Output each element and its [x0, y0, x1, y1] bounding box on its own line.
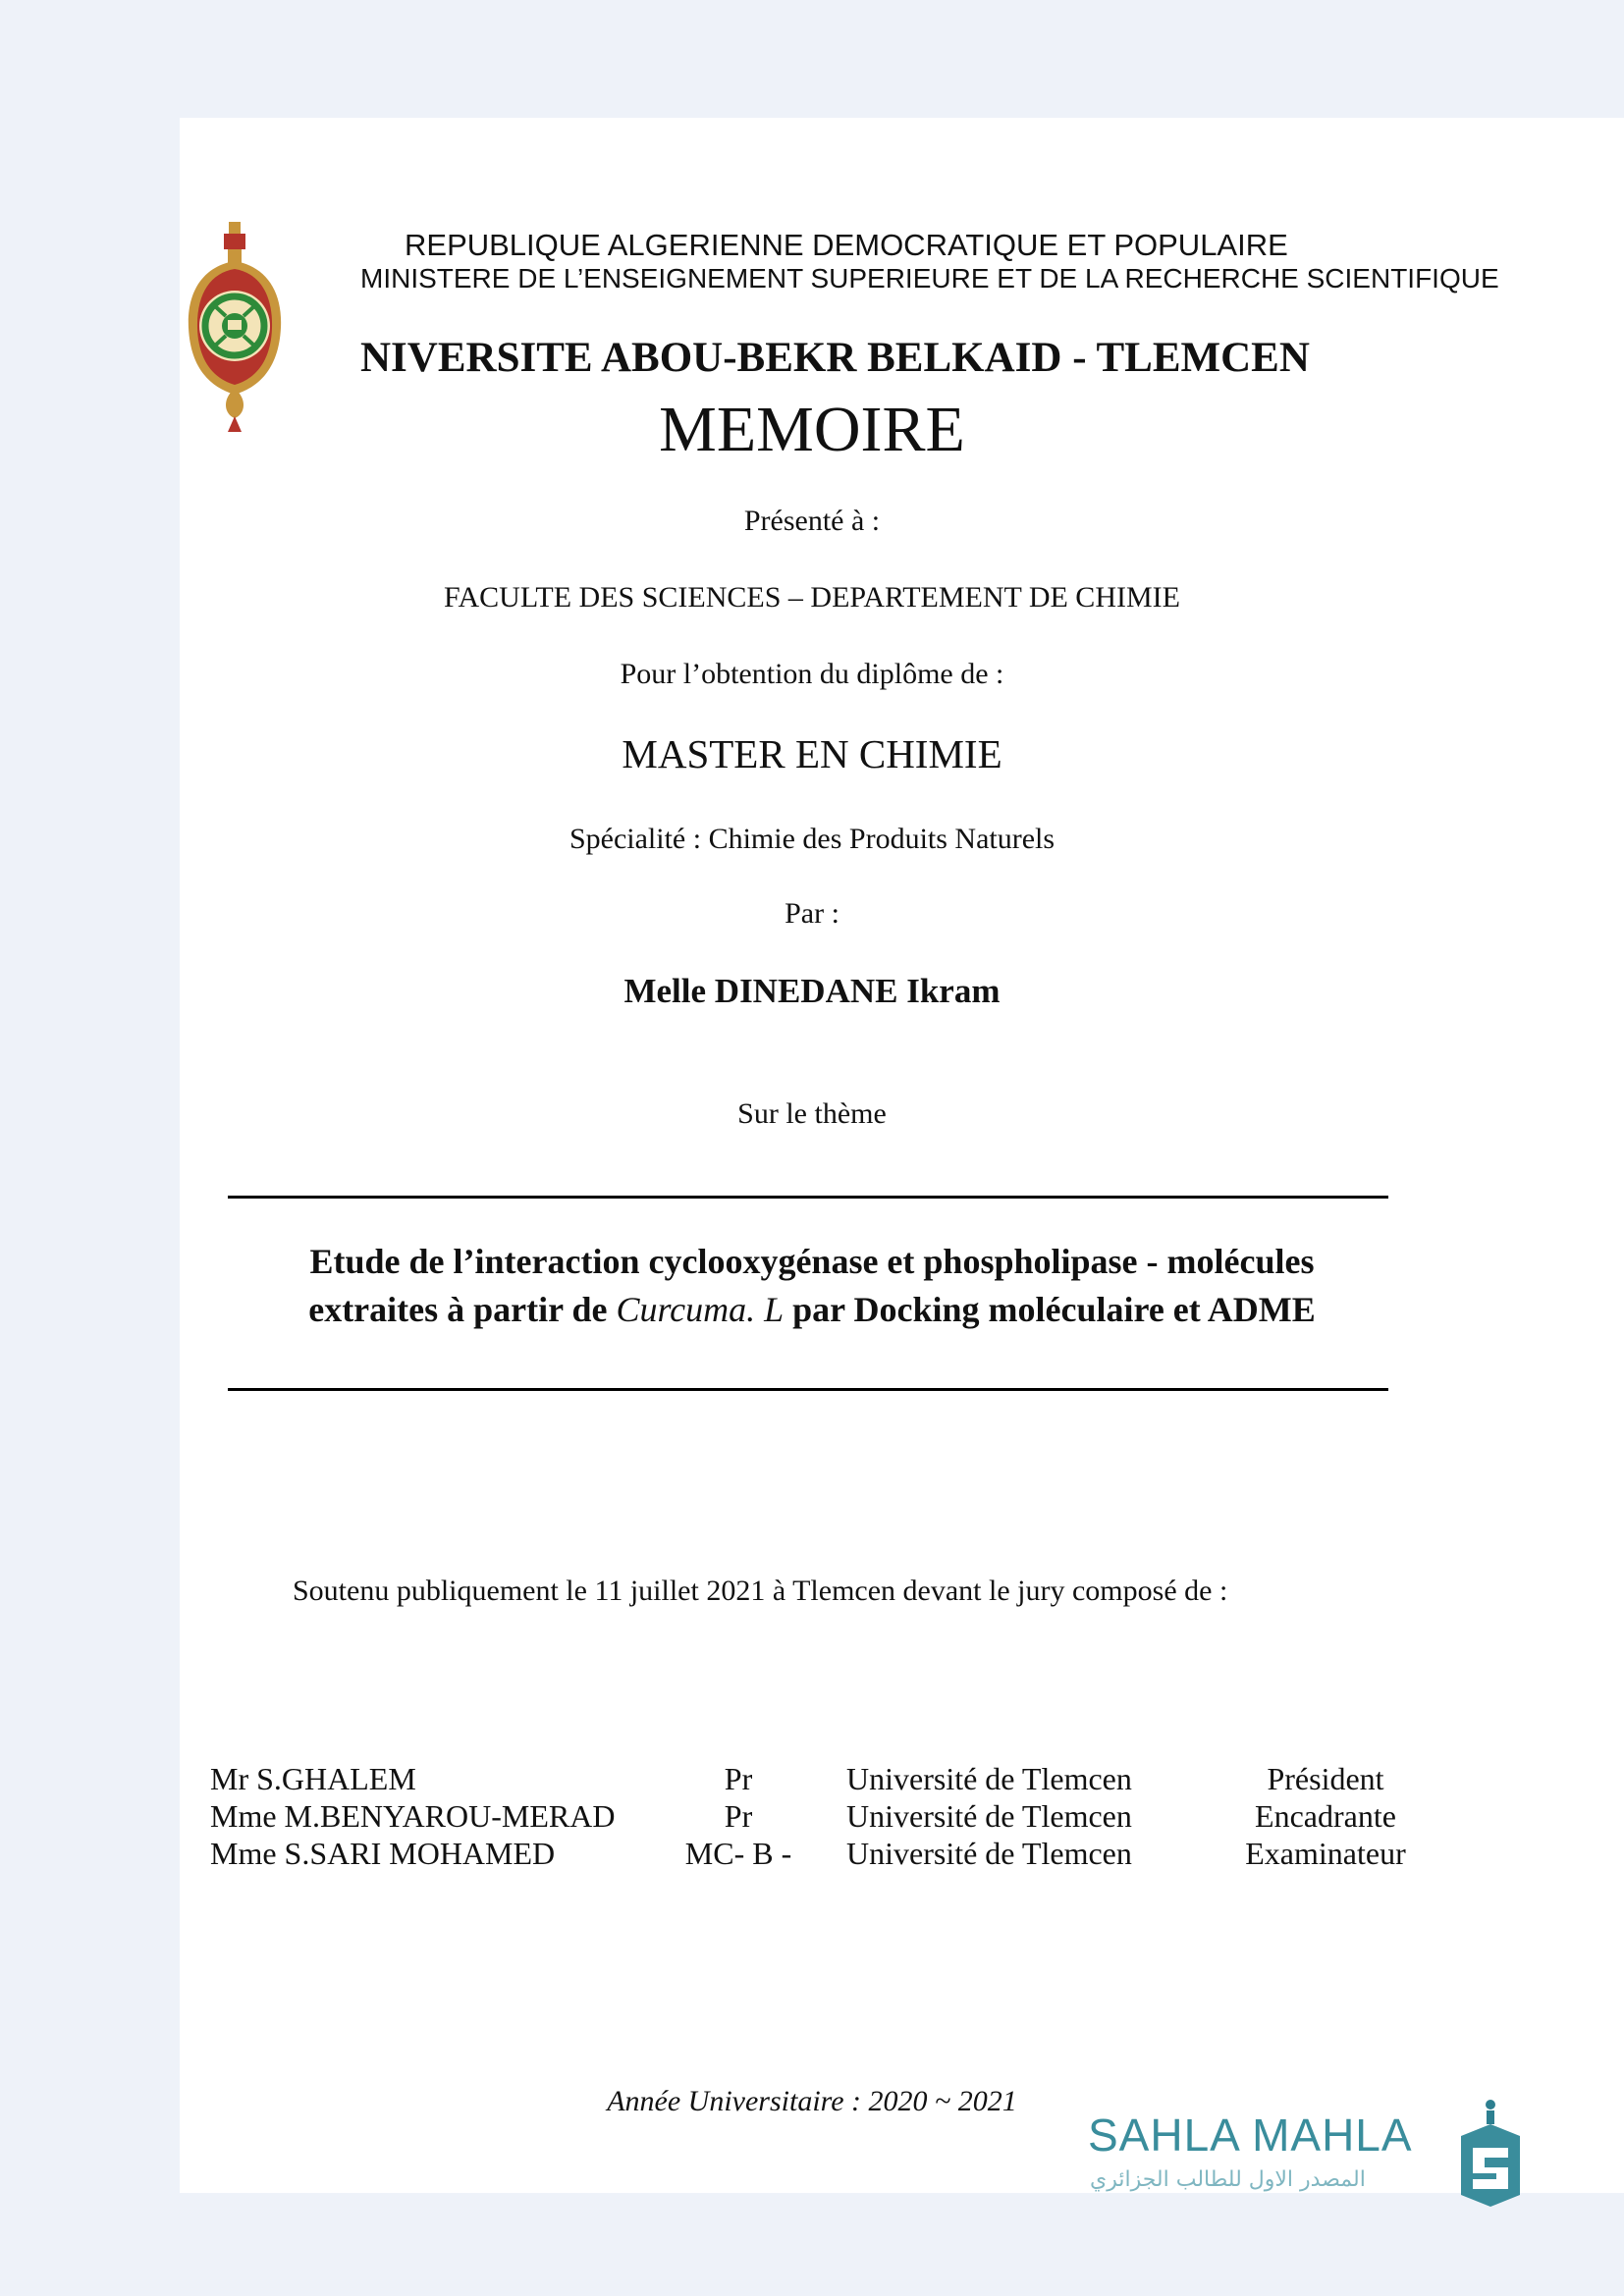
jury-row — [0, 1761, 1624, 1798]
watermark-brand: SAHLA MAHLA — [1088, 2109, 1413, 2161]
for-obtaining: Pour l’obtention du diplôme de : — [620, 658, 1004, 690]
academic-year: Année Universitaire : 2020 ~ 2021 — [607, 2085, 1017, 2117]
thesis-title-line1: Etude de l’interaction cyclooxygénase et phospholipase - molécules — [309, 1242, 1315, 1281]
jury-row — [0, 1798, 1624, 1836]
jury-member-name: Mr S.GHALEM — [210, 1761, 416, 1796]
jury-member-role: Examinateur — [1245, 1836, 1406, 1871]
theme-label: Sur le thème — [737, 1097, 887, 1130]
republic-line: REPUBLIQUE ALGERIENNE DEMOCRATIQUE ET POPULAIRE — [405, 228, 1288, 262]
author-name: Melle DINEDANE Ikram — [623, 972, 1001, 1010]
faculty: FACULTE DES SCIENCES – DEPARTEMENT DE CHIMIE — [444, 581, 1180, 614]
thesis-title-line2 — [179, 1289, 1445, 1330]
ministry-line: MINISTERE DE L’ENSEIGNEMENT SUPERIEURE ET DE LA RECHERCHE SCIENTIFIQUE — [360, 263, 1499, 294]
watermark-calligraphy-icon — [1441, 2097, 1540, 2215]
jury-member-grade: Pr — [724, 1761, 753, 1796]
thesis-title-line2-start: extraites à partir de — [308, 1290, 617, 1329]
title-rule-bottom — [228, 1388, 1388, 1391]
university-name: NIVERSITE ABOU-BEKR BELKAID - TLEMCEN — [360, 335, 1310, 381]
jury-member-institution: Université de Tlemcen — [846, 1798, 1132, 1834]
speciality: Spécialité : Chimie des Produits Naturels — [568, 823, 1056, 855]
defense-statement: Soutenu publiquement le 11 juillet 2021 à Tlemcen devant le jury composé de : — [293, 1575, 1228, 1607]
title-rule-top — [228, 1196, 1388, 1199]
university-seal-logo — [185, 222, 285, 436]
jury-member-role: Président — [1267, 1761, 1384, 1796]
watermark-tagline: المصدر الاول للطالب الجزائري — [1090, 2167, 1366, 2192]
jury-member-institution: Université de Tlemcen — [846, 1836, 1132, 1871]
thesis-title-line2-end: par Docking moléculaire et ADME — [784, 1290, 1316, 1329]
by-label: Par : — [785, 897, 839, 930]
jury-member-grade: MC- B - — [684, 1836, 792, 1871]
presented-to: Présenté à : — [743, 505, 881, 537]
jury-member-grade: Pr — [724, 1798, 753, 1834]
jury-member-name: Mme S.SARI MOHAMED — [210, 1836, 556, 1871]
degree: MASTER EN CHIMIE — [622, 731, 1002, 776]
thesis-title-species: Curcuma. L — [616, 1290, 785, 1329]
top-margin-strip — [180, 0, 1624, 118]
jury-member-role: Encadrante — [1255, 1798, 1396, 1834]
sahla-mahla-watermark — [1088, 2109, 1540, 2236]
jury-row — [0, 1836, 1624, 1873]
jury-member-institution: Université de Tlemcen — [846, 1761, 1132, 1796]
jury-member-name: Mme M.BENYAROU-MERAD — [210, 1798, 616, 1834]
document-type: MEMOIRE — [659, 394, 965, 465]
